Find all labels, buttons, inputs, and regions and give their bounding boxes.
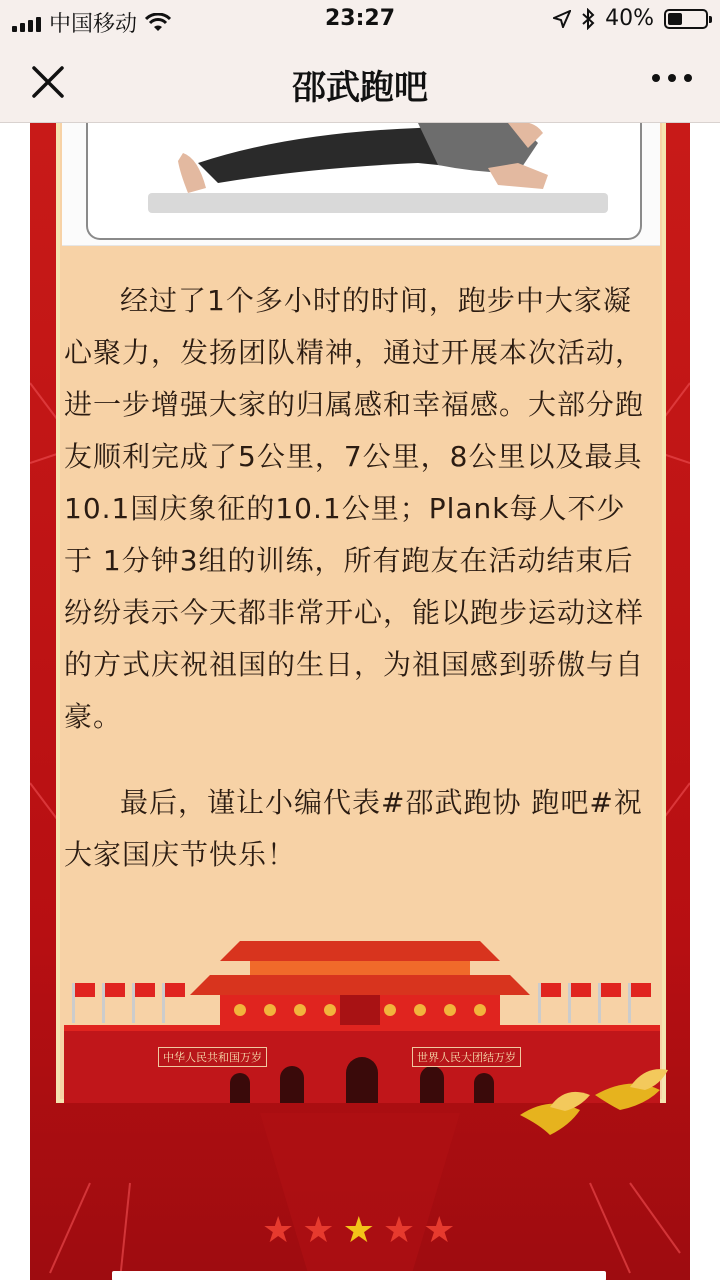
location-arrow-icon (553, 10, 571, 28)
banner-right: 世界人民大团结万岁 (412, 1047, 521, 1067)
star-icon: ★ (342, 1210, 375, 1251)
page-title: 邵武跑吧 (292, 68, 428, 108)
battery-fill (668, 13, 682, 25)
status-bar (0, 0, 720, 40)
more-dots-icon[interactable] (652, 74, 692, 82)
photo-frame (86, 123, 642, 240)
nav-bar (0, 40, 720, 123)
status-time: 23:27 (324, 6, 396, 31)
star-row (262, 1210, 456, 1251)
bluetooth-icon (581, 8, 595, 30)
battery-percent: 40% (605, 6, 654, 31)
star-icon: ★ (302, 1210, 335, 1251)
plank-photo (62, 123, 660, 246)
article-paragraph-2: 最后，谨让小编代表#邵武跑协 跑吧#祝大家国庆节快乐！ (64, 786, 643, 871)
plank-figure (88, 123, 640, 238)
article-content[interactable] (0, 123, 720, 1280)
star-icon: ★ (382, 1210, 416, 1251)
golden-doves-icon (510, 1065, 670, 1145)
battery-icon (664, 9, 708, 29)
carrier-label: 中国移动 (49, 12, 138, 37)
bottom-white-strip (112, 1271, 606, 1280)
article-paragraph-1: 经过了1个多小时的时间，跑步中大家凝心聚力，发扬团队精神，通过开展本次活动，进一步增强大家的归属感和幸福感。大部分跑友顺利完成了5公里，7公里，8公里以及最具10.1国庆象征的10.1公里；Plank每人不少于 1分钟3组的训练，所有跑友在活动结束后纷纷表示今天都非常开心，能以跑步运动这样的方式庆祝祖国的生日，为祖国感到骄傲与自豪。 (64, 284, 645, 733)
star-icon: ★ (262, 1210, 295, 1251)
banner-left: 中华人民共和国万岁 (158, 1047, 267, 1067)
star-icon: ★ (423, 1210, 456, 1251)
status-right (553, 6, 708, 31)
